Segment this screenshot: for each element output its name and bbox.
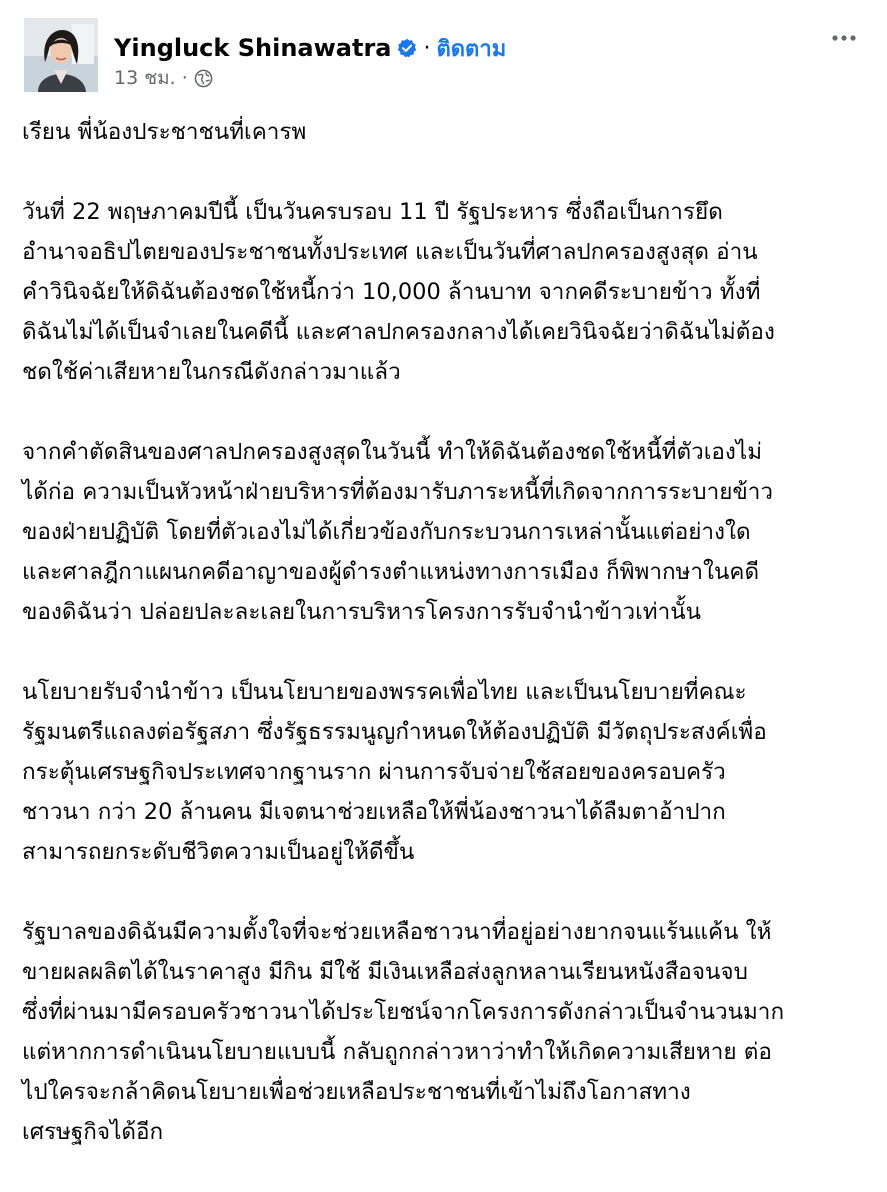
- post-paragraph: [22, 432, 872, 632]
- text-line: ขายผลผลิตได้ในราคาสูง มีกิน มีใช้ มีเงินเหลือส่งลูกหลานเรียนหนังสือจนจบ: [22, 959, 748, 985]
- post-paragraph: [22, 192, 872, 392]
- text-line: ซึ่งที่ผ่านมามีครอบครัวชาวนาได้ประโยชน์จากโครงการดังกล่าวเป็นจำนวนมาก: [22, 999, 785, 1025]
- post-header: [24, 18, 864, 98]
- author-name[interactable]: Yingluck Shinawatra: [114, 34, 392, 62]
- text-line: ของดิฉันว่า ปล่อยปละละเลยในการบริหารโครงการรับจำนำข้าวเท่านั้น: [22, 599, 702, 625]
- text-line: เรียน พี่น้องประชาชนที่เคารพ: [22, 119, 307, 145]
- post-paragraph: [22, 672, 872, 872]
- text-line: ไปใครจะกล้าคิดนโยบายเพื่อช่วยเหลือประชาชนที่เข้าไม่ถึงโอกาสทาง: [22, 1079, 691, 1105]
- more-options-icon[interactable]: [824, 22, 864, 54]
- text-line: คำวินิจฉัยให้ดิฉันต้องชดใช้หนี้กว่า 10,000 ล้านบาท จากคดีระบายข้าว ทั้งที่: [22, 279, 761, 305]
- text-line: ชดใช้ค่าเสียหายในกรณีดังกล่าวมาแล้ว: [22, 359, 401, 385]
- text-line: ชาวนา กว่า 20 ล้านคน มีเจตนาช่วยเหลือให้พี่น้องชาวนาได้ลืมตาอ้าปาก: [22, 799, 726, 825]
- text-line: ได้ก่อ ความเป็นหัวหน้าฝ่ายบริหารที่ต้องมารับภาระหนี้ที่เกิดจากการระบายข้าว: [22, 479, 774, 505]
- text-line: กระตุ้นเศรษฐกิจประเทศจากฐานราก ผ่านการจับจ่ายใช้สอยของครอบครัว: [22, 759, 726, 785]
- profile-avatar[interactable]: [24, 18, 98, 92]
- text-line: จากคำตัดสินของศาลปกครองสูงสุดในวันนี้ ทำให้ดิฉันต้องชดใช้หนี้ที่ตัวเองไม่: [22, 439, 763, 465]
- post-body: [22, 112, 872, 1192]
- follow-button[interactable]: ติดตาม: [436, 36, 507, 62]
- text-line: แต่หากการดำเนินนโยบายแบบนี้ กลับถูกกล่าวหาว่าทำให้เกิดความเสียหาย ต่อ: [22, 1039, 772, 1065]
- text-line: สามารถยกระดับชีวิตความเป็นอยู่ให้ดีขึ้น: [22, 839, 415, 865]
- post-timestamp[interactable]: 13 ชม.: [114, 67, 176, 89]
- verified-badge-icon: [397, 38, 417, 58]
- globe-icon[interactable]: [194, 69, 213, 88]
- post-paragraph: [22, 912, 872, 1152]
- text-line: รัฐมนตรีแถลงต่อรัฐสภา ซึ่งรัฐธรรมนูญกำหนดให้ต้องปฏิบัติ มีวัตถุประสงค์เพื่อ: [22, 719, 767, 745]
- text-line: นโยบายรับจำนำข้าว เป็นนโยบายของพรรคเพื่อไทย และเป็นนโยบายที่คณะ: [22, 679, 747, 705]
- text-line: และศาลฎีกาแผนกคดีอาญาของผู้ดำรงตำแหน่งทางการเมือง ก็พิพากษาในคดี: [22, 559, 760, 585]
- meta-separator: ·: [181, 67, 188, 89]
- text-line: ดิฉันไม่ได้เป็นจำเลยในคดีนี้ และศาลปกครองกลางได้เคยวินิจฉัยว่าดิฉันไม่ต้อง: [22, 319, 775, 345]
- text-line: อำนาจอธิปไตยของประชาชนทั้งประเทศ และเป็นวันที่ศาลปกครองสูงสุด อ่าน: [22, 239, 758, 265]
- post-meta: [114, 64, 213, 92]
- text-line: เศรษฐกิจได้อีก: [22, 1119, 164, 1145]
- text-line: รัฐบาลของดิฉันมีความตั้งใจที่จะช่วยเหลือชาวนาที่อยู่อย่างยากจนแร้นแค้น ให้: [22, 919, 772, 945]
- text-line: วันที่ 22 พฤษภาคมปีนี้ เป็นวันครบรอบ 11 ปี รัฐประหาร ซึ่งถือเป็นการยึด: [22, 199, 723, 225]
- author-row: [114, 30, 506, 66]
- author-separator: ·: [423, 35, 431, 61]
- post-paragraph: [22, 112, 872, 152]
- text-line: ของฝ่ายปฏิบัติ โดยที่ตัวเองไม่ได้เกี่ยวข้องกับกระบวนการเหล่านั้นแต่อย่างใด: [22, 519, 751, 545]
